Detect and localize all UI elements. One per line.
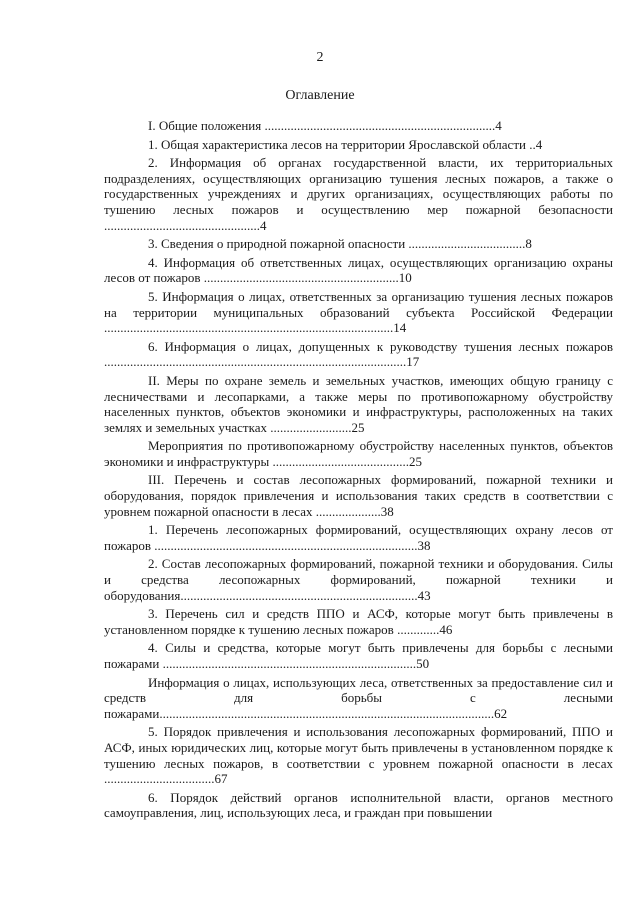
toc-entry[interactable] — [104, 438, 613, 469]
toc-entry[interactable] — [104, 118, 613, 134]
toc-entry-text: 5. Информация о лицах, ответственных за организацию тушения лесных пожаров на территории муниципальных образований субъекта Российской Федерации — [104, 288, 613, 320]
toc-entry[interactable] — [104, 724, 613, 786]
toc-entry-page: 38 — [380, 503, 394, 519]
toc-entry[interactable] — [104, 137, 613, 153]
toc-entry-page: 4 — [535, 136, 543, 152]
toc-entry-text: I. Общие положения — [148, 118, 265, 133]
toc-leader-dots: ......................... — [270, 419, 352, 435]
toc-entry[interactable] — [104, 373, 613, 435]
toc-entry-text: 6. Информация о лицах, допущенных к руководству тушения лесных пожаров — [148, 338, 613, 354]
toc-entry[interactable] — [104, 236, 613, 252]
toc-entry[interactable] — [104, 155, 613, 233]
toc-entry[interactable] — [104, 472, 613, 519]
toc-leader-dots: ............................................................ — [203, 270, 399, 286]
toc-entry[interactable] — [104, 339, 613, 370]
table-of-contents — [104, 118, 613, 824]
toc-leader-dots: ....................................................................................................... — [159, 705, 495, 721]
toc-leader-dots: ............. — [397, 621, 440, 637]
toc-leader-dots: .. — [529, 136, 536, 152]
toc-entry[interactable] — [104, 640, 613, 671]
toc-entry-page: 10 — [398, 270, 412, 286]
toc-entry-text: 3. Сведения о природной пожарной опасности — [148, 236, 409, 252]
toc-entry-text: Мероприятия по противопожарному обустройству населенных пунктов, объектов экономики и инфраструктуры — [104, 438, 613, 469]
toc-leader-dots: ....................................................................... — [264, 118, 496, 133]
toc-entry[interactable] — [104, 606, 613, 637]
toc-entry-page: 25 — [351, 419, 365, 435]
toc-entry[interactable] — [104, 255, 613, 286]
toc-entry-page: 17 — [406, 354, 420, 370]
toc-entry[interactable] — [104, 790, 613, 821]
toc-entry-text: 2. Состав лесопожарных формирований, пожарной техники и оборудования. Силы и средства лесопожарных формирований, пожарной техники и оборудования — [104, 556, 613, 603]
toc-entry-page: 38 — [417, 537, 431, 553]
toc-entry-text: 4. Силы и средства, которые могут быть привлечены для борьбы с лесными пожарами — [104, 640, 613, 671]
toc-entry-page: 46 — [439, 621, 453, 637]
toc-entry-text: 6. Порядок действий органов исполнительной власти, органов местного самоуправления, лиц, использующих леса, и граждан при повышении — [104, 789, 613, 821]
toc-entry-page: 43 — [417, 587, 431, 603]
toc-entry[interactable] — [104, 556, 613, 603]
toc-leader-dots: .................... — [315, 503, 381, 519]
toc-entry-text: 5. Порядок привлечения и использования лесопожарных формирований, ППО и АСФ, иных юридических лиц, которые могут быть привлечены в установленном порядке к тушению лесных пожаров, в соответствии с уровнем пожарной опасности в лесах — [104, 724, 613, 771]
toc-leader-dots: ......................................................................... — [180, 587, 418, 603]
toc-title: Оглавление — [285, 88, 355, 103]
toc-entry-text: 1. Общая характеристика лесов на территории Ярославской области — [148, 136, 530, 152]
page-number: 2 — [316, 50, 324, 65]
toc-leader-dots: ......................................................................................... — [104, 320, 394, 336]
toc-entry-page: 25 — [409, 453, 423, 469]
toc-leader-dots: ................................................ — [104, 217, 260, 233]
toc-leader-dots: ................................................................................. — [154, 537, 418, 553]
toc-entry-page: 14 — [393, 320, 407, 336]
toc-entry[interactable] — [104, 522, 613, 553]
toc-entry-text: 1. Перечень лесопожарных формирований, осуществляющих охрану лесов от пожаров — [104, 522, 613, 553]
toc-entry-text: II. Меры по охране земель и земельных участков, имеющих общую границу с лесничествами и лесопарками, а также меры по противопожарному обустройству населенных пунктов, объектов экономики и инфраструктуры, расположенных на таких землях и земельных участках — [104, 372, 613, 435]
toc-entry[interactable] — [104, 289, 613, 336]
toc-entry-text: 4. Информация об ответственных лицах, осуществляющих организацию охраны лесов от пожаров — [104, 254, 613, 286]
toc-leader-dots: ............................................................................................. — [104, 354, 407, 370]
toc-leader-dots: .................................... — [408, 236, 526, 252]
toc-leader-dots: .......................................... — [272, 453, 410, 469]
toc-entry-page: 4 — [260, 217, 267, 233]
toc-entry-page: 4 — [495, 118, 502, 133]
toc-leader-dots: .............................................................................. — [162, 656, 417, 671]
toc-entry-page: 50 — [416, 656, 430, 671]
toc-entry-page: 8 — [525, 236, 532, 252]
toc-leader-dots: .................................. — [104, 771, 215, 787]
toc-entry-text: 2. Информация об органах государственной власти, их территориальных подразделениях, осуществляющих организацию тушения лесных пожаров, а также о государственных учреждениях и других организациях, осуществляющих работы по тушению лесных пожаров и осуществлению мер пожарной безопасности — [104, 155, 613, 217]
toc-entry-text: Информация о лицах, использующих леса, ответственных за предоставление сил и средств для борьбы с лесными пожарами — [104, 674, 613, 721]
toc-entry[interactable] — [104, 675, 613, 722]
toc-entry-text: III. Перечень и состав лесопожарных формирований, пожарной техники и оборудования, порядок привлечения и использования таких средств в соответствии с уровнем пожарной опасности в лесах — [104, 472, 613, 519]
toc-entry-text: 3. Перечень сил и средств ППО и АСФ, которые могут быть привлечены в установленном порядке к тушению лесных пожаров — [104, 606, 613, 637]
toc-entry-page: 67 — [214, 771, 228, 787]
toc-entry-page: 62 — [494, 705, 508, 721]
